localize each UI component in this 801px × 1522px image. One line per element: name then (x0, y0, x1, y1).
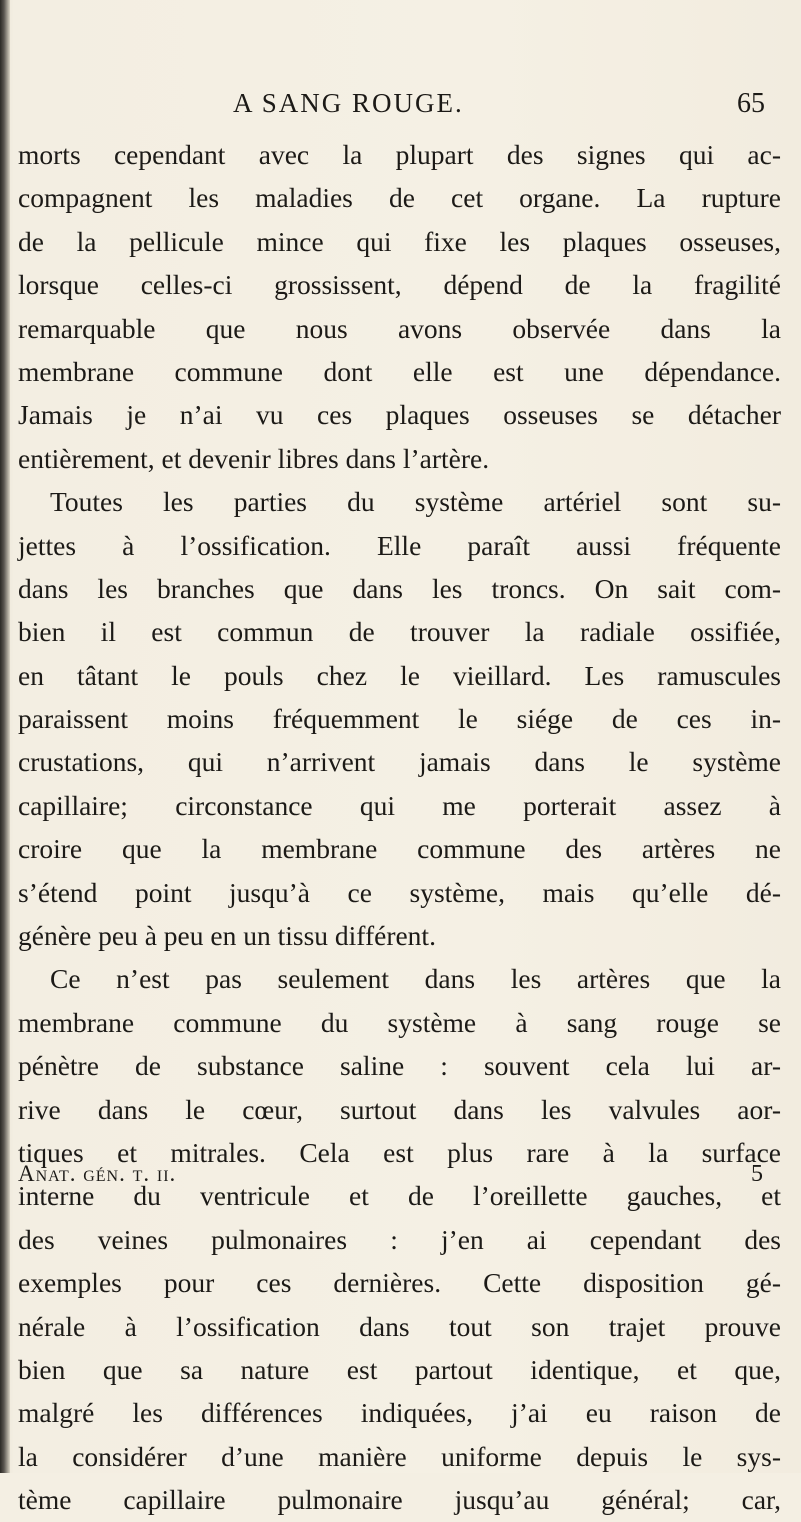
text-line: la considérer d’une manière uniforme depuis le sys- (18, 1440, 781, 1472)
text-line: rive dans le cœur, surtout dans les valvules aor- (18, 1093, 781, 1125)
text-line: des veines pulmonaires : j’en ai cependant des (18, 1223, 781, 1255)
signature-line: Anat. gén. t. ii. (18, 1161, 177, 1186)
text-line: de la pellicule mince qui fixe les plaques osseuses, (18, 225, 781, 257)
text-line: bien il est commun de trouver la radiale ossifiée, (18, 616, 781, 648)
text-line: dans les branches que dans les troncs. On sait com- (18, 572, 781, 604)
text-line: exemples pour ces dernières. Cette disposition gé- (18, 1267, 781, 1299)
binding-edge (0, 0, 10, 1473)
text-line: compagnent les maladies de cet organe. La rupture (18, 182, 781, 214)
page-header (0, 88, 801, 128)
text-line: Jamais je n’ai vu ces plaques osseuses se détacher (18, 399, 781, 431)
text-line: membrane commune du système à sang rouge se (18, 1006, 781, 1038)
text-line: nérale à l’ossification dans tout son trajet prouve (18, 1310, 781, 1342)
text-line: s’étend point jusqu’à ce système, mais qu’elle dé- (18, 876, 781, 908)
text-line: remarquable que nous avons observée dans la (18, 312, 781, 344)
text-line: jettes à l’ossification. Elle paraît aussi fréquente (18, 529, 781, 561)
running-head: A SANG ROUGE. (233, 88, 464, 118)
signature-mark: 5 (751, 1161, 763, 1187)
text-line: croire que la membrane commune des artères ne (18, 833, 781, 865)
text-line: entièrement, et devenir libres dans l’artère. (18, 442, 490, 474)
text-line: bien que sa nature est partout identique, et que, (18, 1353, 781, 1385)
text-line: pénètre de substance saline : souvent cela lui ar- (18, 1050, 781, 1082)
text-line: interne du ventricule et de l’oreillette gauches, et (18, 1180, 781, 1212)
text-line: lorsque celles-ci grossissent, dépend de la fragilité (18, 269, 781, 301)
page-number: 65 (737, 88, 765, 119)
text-line: paraissent moins fréquemment le siége de ces in- (18, 703, 781, 735)
text-line: tiques et mitrales. Cela est plus rare à la surface (18, 1136, 781, 1168)
paragraph-first-line: Toutes les parties du système artériel sont su- (50, 486, 781, 518)
text-line: en tâtant le pouls chez le vieillard. Les ramuscules (18, 659, 781, 691)
text-line: crustations, qui n’arrivent jamais dans le système (18, 746, 781, 778)
text-line: malgré les différences indiquées, j’ai eu raison de (18, 1397, 781, 1429)
text-line: capillaire; circonstance qui me porterait assez à (18, 789, 781, 821)
text-line: membrane commune dont elle est une dépendance. (18, 355, 781, 387)
text-line: génère peu à peu en un tissu différent. (18, 920, 436, 952)
text-line: morts cependant avec la plupart des signes qui ac- (18, 139, 781, 170)
page-footer (0, 1161, 801, 1197)
body-text (18, 133, 781, 1522)
paragraph-first-line: Ce n’est pas seulement dans les artères que la (50, 963, 781, 995)
text-line: tème capillaire pulmonaire jusqu’au général; car, (18, 1484, 781, 1516)
